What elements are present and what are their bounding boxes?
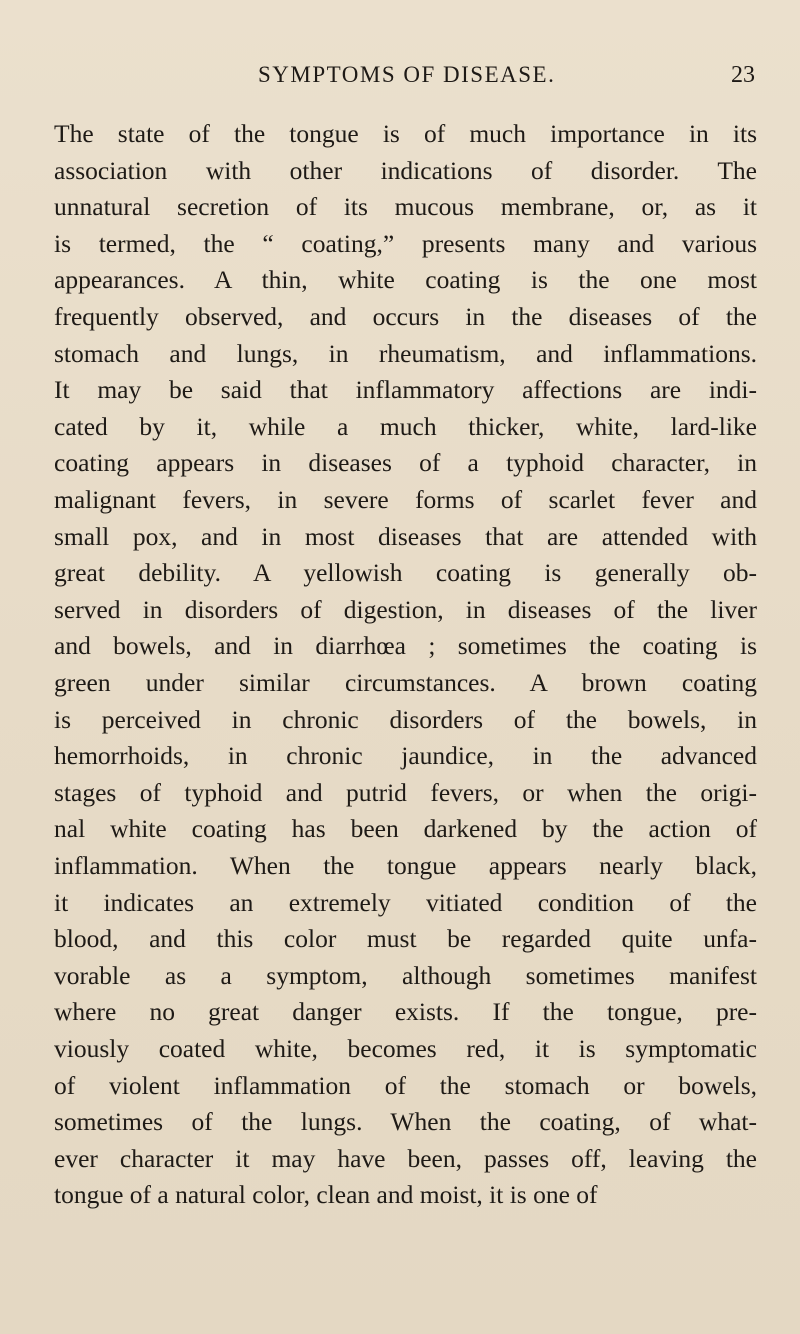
text-line: great debility. A yellowish coating is generally ob- [54,558,757,588]
running-head [0,60,800,90]
text-line: of violent inflammation of the stomach or bowels, [54,1070,757,1100]
text-line: stages of typhoid and putrid fevers, or when the origi- [54,777,757,807]
text-line: blood, and this color must be regarded quite unfa- [54,924,757,954]
text-line: nal white coating has been darkened by the action of [54,814,757,844]
text-line: ever character it may have been, passes off, leaving the [54,1143,757,1173]
text-line: cated by it, while a much thicker, white, lard-like [54,411,757,441]
text-line: malignant fevers, in severe forms of scarlet fever and [54,485,757,514]
text-line: appearances. A thin, white coating is the one most [54,265,757,295]
text-line: served in disorders of digestion, in diseases of the liver [54,594,757,624]
text-line: tongue of a natural color, clean and moist, it is one of [54,1180,598,1210]
text-line: It may be said that inflammatory affections are indi- [54,375,757,405]
text-line: green under similar circumstances. A brown coating [54,668,757,697]
text-line: hemorrhoids, in chronic jaundice, in the advanced [54,741,757,771]
text-line: sometimes of the lungs. When the coating, of what- [54,1107,757,1137]
running-title: SYMPTOMS OF DISEASE. [258,62,556,87]
text-line: and bowels, and in diarrhœa ; sometimes the coating is [54,631,757,661]
text-line: The state of the tongue is of much importance in its [54,119,757,148]
text-line: frequently observed, and occurs in the diseases of the [54,302,757,331]
text-line: coating appears in diseases of a typhoid character, in [54,448,757,478]
text-line: association with other indications of disorder. The [54,155,757,185]
text-line: unnatural secretion of its mucous membrane, or, as it [54,192,757,222]
text-line: is termed, the “ coating,” presents many and various [54,228,757,258]
text-line: small pox, and in most diseases that are attended with [54,521,757,551]
text-line: vorable as a symptom, although sometimes manifest [54,960,757,990]
text-line: where no great danger exists. If the tongue, pre- [54,997,757,1027]
page-number: 23 [731,62,755,88]
text-line: stomach and lungs, in rheumatism, and inflammations. [54,338,757,368]
text-line: viously coated white, becomes red, it is symptomatic [54,1034,757,1063]
text-line: it indicates an extremely vitiated condition of the [54,887,757,917]
text-line: inflammation. When the tongue appears nearly black, [54,851,757,880]
text-line: is perceived in chronic disorders of the bowels, in [54,704,757,734]
